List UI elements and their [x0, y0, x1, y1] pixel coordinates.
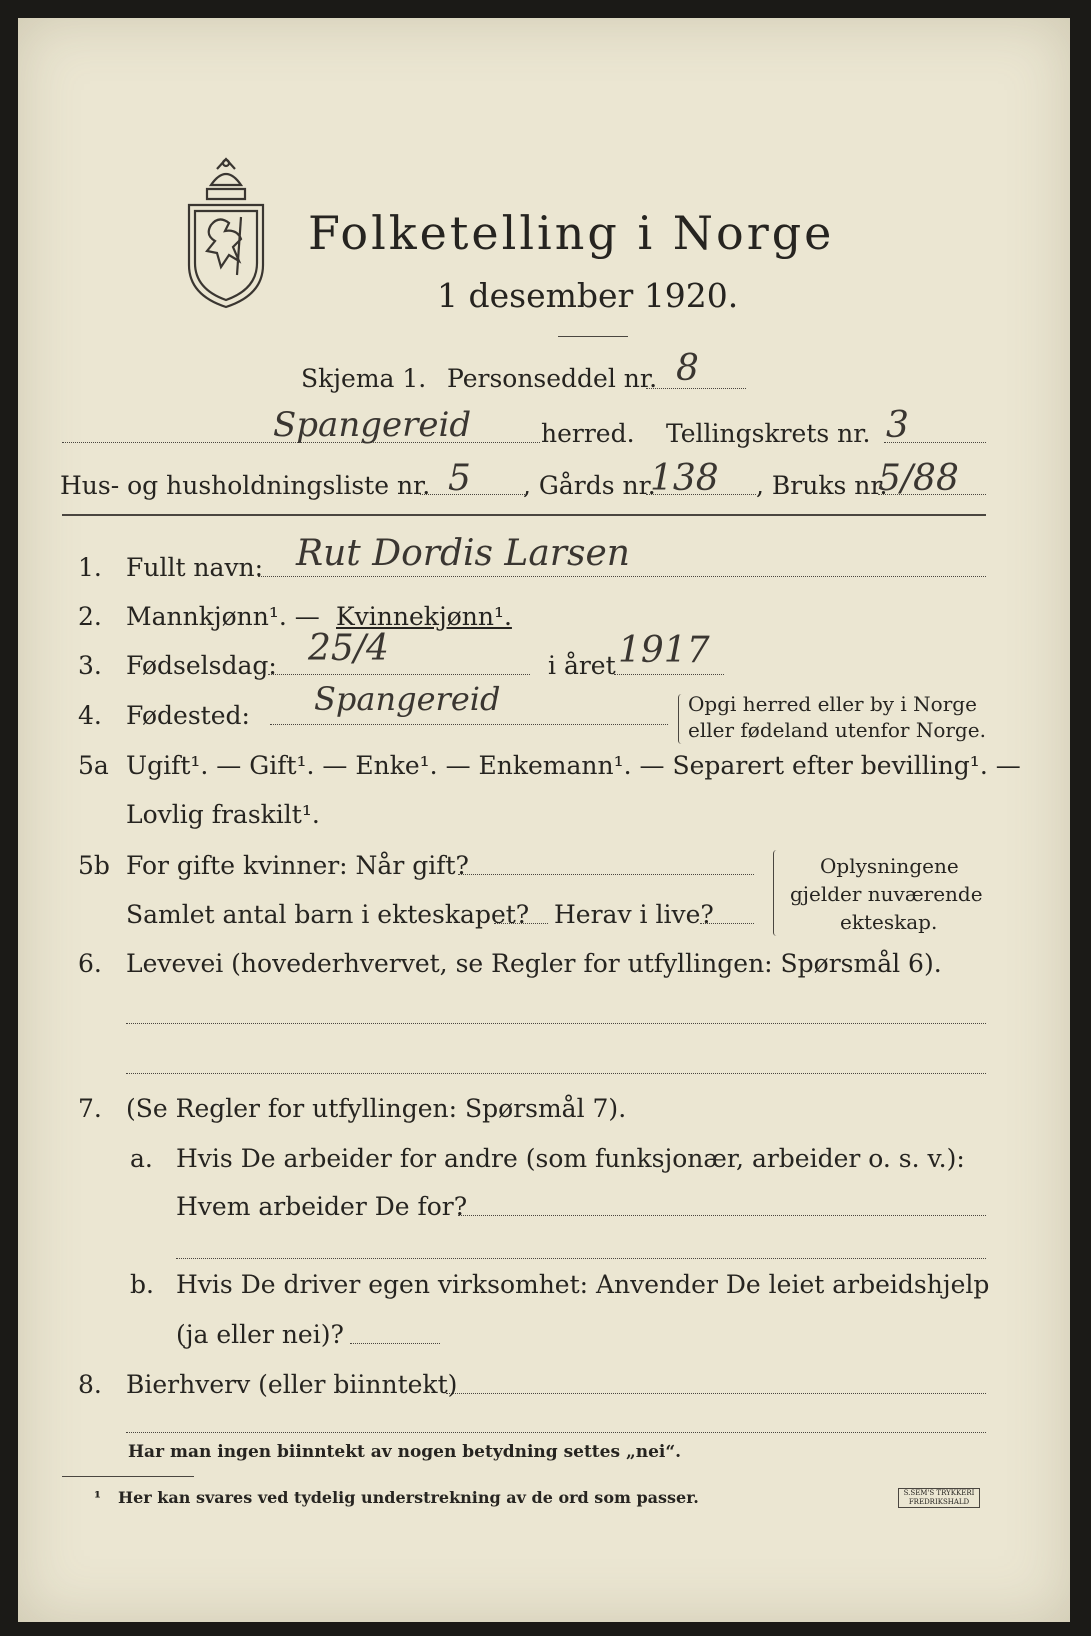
husliste-value: 5	[448, 458, 471, 499]
skjema-label: Skjema 1.	[301, 364, 427, 393]
q7a-letter: a.	[130, 1144, 153, 1173]
census-form	[18, 18, 1070, 1622]
tellingskrets-value: 3	[886, 405, 909, 446]
q7b-line1: Hvis De driver egen virksomhet: Anvender De leiet arbeidshjelp	[176, 1270, 990, 1299]
footnote-divider	[62, 1476, 194, 1477]
q6-label: Levevei (hovederhvervet, se Regler for utfyllingen: Spørsmål 6).	[126, 949, 942, 978]
printer-stamp-line1: S.SEM'S TRYKKERI	[903, 1489, 975, 1497]
q5b-when-married-line	[458, 874, 754, 875]
q4-label: Fødested:	[126, 701, 250, 730]
q5b-children-line	[494, 923, 548, 924]
q4-note-line2: eller fødeland utenfor Norge.	[688, 718, 986, 742]
bruks-label: , Bruks nr.	[756, 471, 888, 500]
q5b-note-line1: Oplysningene	[820, 854, 959, 878]
q8-answer-line1	[446, 1393, 986, 1394]
q5a-number: 5a	[78, 751, 109, 780]
printer-stamp-line2: FREDRIKSHALD	[908, 1498, 970, 1506]
q7-number: 7.	[78, 1094, 102, 1123]
q4-line	[270, 724, 668, 725]
form-title: Folketelling i Norge	[308, 206, 835, 260]
footer-note: Har man ingen biinntekt av nogen betydning settes „nei“.	[128, 1442, 682, 1462]
q7a-line2: Hvem arbeider De for?	[176, 1192, 468, 1221]
q7a-answer-line1	[458, 1215, 986, 1216]
form-date: 1 desember 1920.	[437, 276, 739, 315]
q6-answer-line1	[126, 1023, 986, 1024]
q5b-when-married-label: For gifte kvinner: Når gift?	[126, 851, 469, 880]
gards-value: 138	[650, 458, 719, 499]
q5b-note-line2: gjelder nuværende	[790, 882, 983, 906]
tellingskrets-label: Tellingskrets nr.	[666, 419, 871, 448]
gards-label: , Gårds nr.	[523, 471, 656, 500]
q1-number: 1.	[78, 553, 102, 582]
q3-line	[268, 674, 530, 675]
printer-stamp	[898, 1488, 980, 1508]
q8-answer-line2	[126, 1432, 986, 1433]
coat-of-arms-icon	[181, 155, 271, 313]
q3-year-label: i året	[548, 651, 616, 680]
q5a-line1: Ugift¹. — Gift¹. — Enke¹. — Enkemann¹. — Separert efter bevilling¹. —	[126, 751, 1021, 780]
q3-year-line	[614, 674, 724, 675]
q7b-letter: b.	[130, 1270, 154, 1299]
footnote-mark: ¹	[94, 1488, 102, 1507]
q8-number: 8.	[78, 1370, 102, 1399]
q5a-line2: Lovlig fraskilt¹.	[126, 800, 320, 829]
q8-label: Bierhverv (eller biinntekt)	[126, 1370, 458, 1399]
q3-number: 3.	[78, 651, 102, 680]
q6-answer-line2	[126, 1073, 986, 1074]
q1-line	[258, 576, 986, 577]
q7a-line1: Hvis De arbeider for andre (som funksjonær, arbeider o. s. v.):	[176, 1144, 965, 1173]
q2-number: 2.	[78, 602, 102, 631]
personseddel-label: Personseddel nr.	[447, 364, 658, 393]
q5b-alive-label: Herav i live?	[554, 900, 714, 929]
q4-value: Spangereid	[314, 680, 501, 718]
herred-value: Spangereid	[273, 405, 472, 445]
q1-label: Fullt navn:	[126, 553, 264, 582]
q2-label-female: Kvinnekjønn¹.	[336, 602, 512, 631]
q5b-number: 5b	[78, 851, 110, 880]
q2-label-male: Mannkjønn¹. —	[126, 602, 320, 631]
q5b-children-label: Samlet antal barn i ekteskapet?	[126, 900, 530, 929]
herred-label: herred.	[541, 419, 635, 448]
q1-value: Rut Dordis Larsen	[296, 533, 630, 574]
q5b-brace	[773, 850, 780, 936]
bruks-value: 5/88	[878, 458, 959, 499]
husliste-line	[420, 494, 525, 495]
header-separator	[62, 514, 986, 516]
title-divider	[558, 336, 628, 337]
q5b-note-line3: ekteskap.	[840, 910, 938, 934]
q7a-answer-line2	[176, 1258, 986, 1259]
personseddel-value: 8	[676, 348, 699, 389]
q4-note-line1: Opgi herred eller by i Norge	[688, 692, 977, 716]
q3-value: 25/4	[308, 628, 389, 669]
husliste-label: Hus- og husholdningsliste nr.	[60, 471, 431, 500]
q7-label: (Se Regler for utfyllingen: Spørsmål 7).	[126, 1094, 627, 1123]
footnote-text: Her kan svares ved tydelig understrekning av de ord som passer.	[118, 1488, 699, 1507]
q5b-alive-line	[700, 923, 754, 924]
q4-brace	[678, 694, 685, 744]
q3-label: Fødselsdag:	[126, 651, 277, 680]
q7b-answer-line	[350, 1343, 440, 1344]
q6-number: 6.	[78, 949, 102, 978]
q7b-line2: (ja eller nei)?	[176, 1320, 344, 1349]
q4-number: 4.	[78, 701, 102, 730]
q3-year-value: 1917	[618, 630, 710, 671]
